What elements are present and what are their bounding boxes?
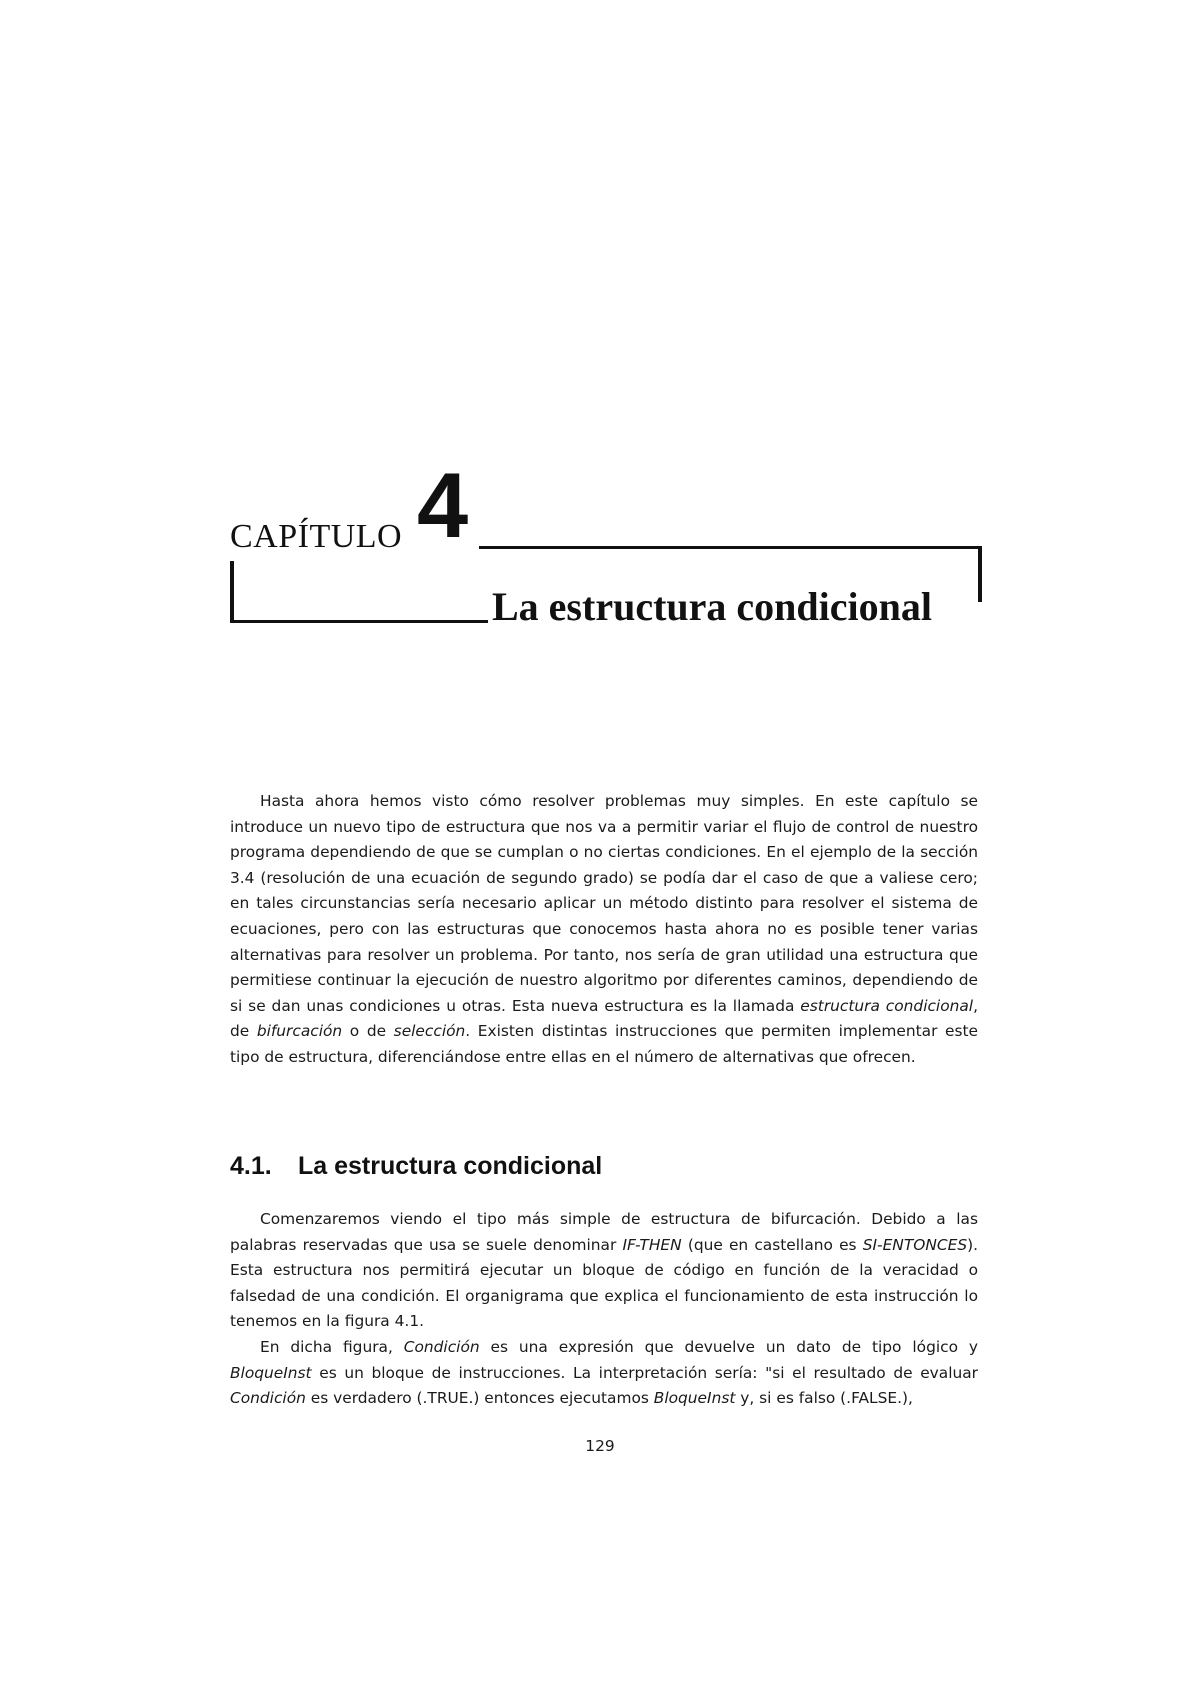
chapter-number: 4	[417, 455, 469, 557]
page-number: 129	[585, 1437, 615, 1455]
section-body	[230, 1207, 978, 1412]
term-si-entonces: SI-ENTONCES	[862, 1235, 968, 1254]
chapter-rule-bottom	[230, 620, 488, 623]
chapter-heading	[230, 455, 980, 655]
para2-text-5: y, si es falso (.FALSE.),	[735, 1389, 913, 1408]
term-condicion-2: Condición	[230, 1389, 306, 1408]
para2-text-1: En dicha figura,	[260, 1337, 404, 1356]
chapter-label: CAPÍTULO	[230, 518, 403, 555]
term-bloqueinst: BloqueInst	[230, 1363, 312, 1382]
para2-text-2: es una expresión que devuelve un dato de tipo lógico y	[479, 1337, 978, 1356]
chapter-rule-right	[978, 546, 982, 602]
section-number: 4.1.	[230, 1152, 272, 1180]
term-bifurcacion: bifurcación	[256, 1022, 343, 1041]
chapter-title: La estructura condicional	[492, 584, 932, 629]
section-title: La estructura condicional	[298, 1152, 603, 1180]
term-bloqueinst-2: BloqueInst	[653, 1389, 736, 1408]
intro-text	[230, 789, 978, 1071]
paragraph-2	[230, 1335, 978, 1412]
chapter-rule-top	[479, 546, 981, 549]
para1-text-2: (que en castellano es	[681, 1235, 863, 1254]
term-estructura-condicional: estructura condicional	[800, 996, 974, 1015]
para2-text-3: es un bloque de instrucciones. La interpretación sería: "si el resultado de evaluar	[311, 1363, 978, 1382]
intro-paragraph	[230, 789, 978, 1071]
section-heading	[230, 1152, 602, 1181]
para1-text-1: Comenzaremos viendo el tipo más simple de estructura de bifurcación. Debido a las palabras reservadas que usa se suele denominar	[230, 1210, 978, 1254]
term-if-then: IF-THEN	[622, 1235, 682, 1254]
intro-text-1: Hasta ahora hemos visto cómo resolver problemas muy simples. En este capítulo se introduce un nuevo tipo de estructura que nos va a permitir variar el flujo de control de nuestro programa dependiendo de que se cumplan o no ciertas condiciones. En el ejemplo de la sección 3.4 (resolución de una ecuación de segundo grado) se podía dar el caso de que a valiese cero; en tales circunstancias sería necesario aplicar un método distinto para resolver el sistema de ecuaciones, pero con las estructuras que conocemos hasta ahora no es posible tener varias alternativas para resolver un problema. Por tanto, nos sería de gran utilidad una estructura que permitiese continuar la ejecución de nuestro algoritmo por diferentes caminos, dependiendo de si se dan unas condiciones u otras. Esta nueva estructura es la llamada	[230, 792, 978, 1015]
intro-text-3: o de	[342, 1022, 394, 1041]
intro-text-2: , de	[230, 996, 978, 1041]
term-seleccion: selección	[393, 1022, 466, 1041]
para1-text-3: ). Esta estructura nos permitirá ejecutar un bloque de código en función de la veracidad o falsedad de una condición. El organigrama que explica el funcionamiento de esta instrucción lo tenemos en la figura 4.1.	[230, 1235, 978, 1331]
chapter-rule-left	[230, 561, 234, 623]
term-condicion: Condición	[403, 1337, 480, 1356]
paragraph-1	[230, 1207, 978, 1335]
para2-text-4: es verdadero (.TRUE.) entonces ejecutamos	[305, 1389, 654, 1408]
intro-text-4: . Existen distintas instrucciones que permiten implementar este tipo de estructura, diferenciándose entre ellas en el número de alternativas que ofrecen.	[230, 1022, 978, 1066]
